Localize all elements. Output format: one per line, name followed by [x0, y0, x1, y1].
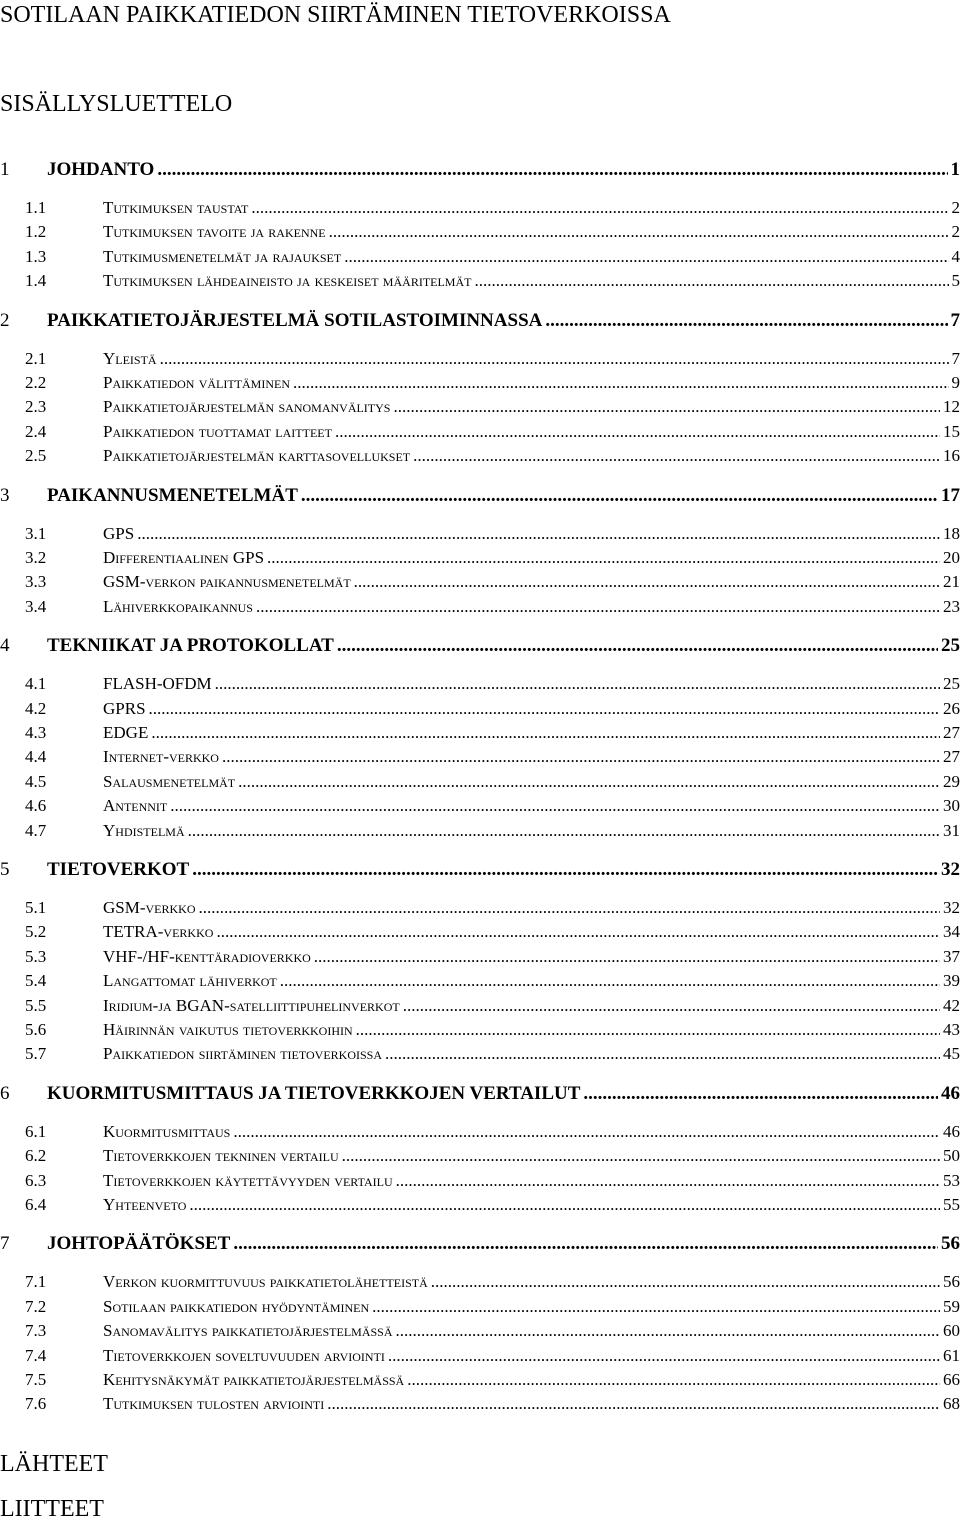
- toc-section-entry[interactable]: [0, 1145, 960, 1167]
- toc-leader-dots: [137, 523, 940, 545]
- toc-section-entry[interactable]: [0, 571, 960, 593]
- toc-entry-page: 37: [943, 946, 960, 968]
- toc-chapter-entry[interactable]: [0, 1081, 960, 1107]
- toc-entry-page: 68: [943, 1393, 960, 1415]
- toc-entry-number: 2.4: [0, 421, 103, 443]
- toc-leader-dots: [151, 722, 940, 744]
- toc-leader-dots: [293, 372, 948, 394]
- toc-entry-title: Yleistä: [103, 348, 157, 370]
- toc-entry-title: Salausmenetelmät: [103, 771, 235, 793]
- toc-section-entry[interactable]: [0, 921, 960, 943]
- toc-entry-number: 5: [0, 857, 47, 883]
- toc-section-entry[interactable]: [0, 596, 960, 618]
- toc-entry-title: Paikkatiedon tuottamat laitteet: [103, 421, 332, 443]
- toc-entry-number: 6.2: [0, 1145, 103, 1167]
- toc-entry-title: GPRS: [103, 698, 146, 720]
- toc-entry-number: 7: [0, 1231, 47, 1257]
- toc-leader-dots: [356, 1019, 940, 1041]
- toc-entry-number: 2.1: [0, 348, 103, 370]
- toc-entry-number: 1.1: [0, 197, 103, 219]
- toc-entry-title: PAIKKATIETOJÄRJESTELMÄ SOTILASTOIMINNASSA: [47, 308, 542, 334]
- toc-leader-dots: [335, 421, 940, 443]
- toc-entry-page: 46: [943, 1121, 960, 1143]
- toc-entry-page: 17: [941, 483, 960, 509]
- toc-entry-page: 39: [943, 970, 960, 992]
- toc-chapter-entry[interactable]: [0, 1231, 960, 1257]
- toc-entry-title: JOHDANTO: [47, 157, 154, 183]
- toc-entry-title: VHF-/HF-kenttäradioverkko: [103, 946, 311, 968]
- toc-leader-dots: [545, 308, 947, 334]
- toc-entry-page: 30: [943, 795, 960, 817]
- toc-leader-dots: [329, 221, 949, 243]
- toc-entry-number: 3.1: [0, 523, 103, 545]
- toc-entry-title: FLASH-OFDM: [103, 673, 212, 695]
- toc-entry-page: 32: [941, 857, 960, 883]
- toc-leader-dots: [314, 946, 940, 968]
- toc-section-entry[interactable]: [0, 445, 960, 467]
- toc-entry-title: Differentiaalinen GPS: [103, 547, 264, 569]
- toc-chapter-entry[interactable]: [0, 483, 960, 509]
- toc-entry-number: 4.5: [0, 771, 103, 793]
- toc-entry-number: 6.4: [0, 1194, 103, 1216]
- appendix-entry[interactable]: LIITTEET: [0, 1494, 104, 1524]
- toc-entry-page: 66: [943, 1369, 960, 1391]
- toc-leader-dots: [393, 396, 940, 418]
- toc-entry-page: 56: [941, 1231, 960, 1257]
- toc-entry-page: 27: [943, 746, 960, 768]
- toc-entry-number: 6.3: [0, 1170, 103, 1192]
- toc-entry-page: 43: [943, 1019, 960, 1041]
- toc-leader-dots: [199, 897, 940, 919]
- toc-leader-dots: [344, 246, 948, 268]
- toc-chapter-entry[interactable]: [0, 157, 960, 183]
- toc-entry-number: 7.3: [0, 1320, 103, 1342]
- toc-section-entry[interactable]: [0, 946, 960, 968]
- toc-entry-title: Kehitysnäkymät paikkatietojärjestelmässä: [103, 1369, 404, 1391]
- toc-section-entry[interactable]: [0, 673, 960, 695]
- toc-leader-dots: [413, 445, 940, 467]
- toc-section-entry[interactable]: [0, 547, 960, 569]
- toc-entry-page: 20: [943, 547, 960, 569]
- toc-entry-number: 5.7: [0, 1043, 103, 1065]
- toc-entry-number: 7.5: [0, 1369, 103, 1391]
- toc-entry-page: 29: [943, 771, 960, 793]
- toc-entry-title: Sotilaan paikkatiedon hyödyntäminen: [103, 1296, 369, 1318]
- toc-entry-title: Tutkimuksen tavoite ja rakenne: [103, 221, 326, 243]
- toc-leader-dots: [256, 596, 940, 618]
- toc-section-entry[interactable]: [0, 970, 960, 992]
- toc-entry-number: 4.4: [0, 746, 103, 768]
- toc-entry-title: Tutkimuksen taustat: [103, 197, 248, 219]
- toc-entry-page: 5: [952, 270, 960, 292]
- toc-entry-page: 4: [952, 246, 960, 268]
- toc-entry-title: Tutkimuksen lähdeaineisto ja keskeiset määritelmät: [103, 270, 471, 292]
- toc-section-entry[interactable]: [0, 698, 960, 720]
- toc-entry-number: 5.4: [0, 970, 103, 992]
- toc-entry-page: 61: [943, 1345, 960, 1367]
- toc-entry-title: Paikkatiedon siirtäminen tietoverkoissa: [103, 1043, 382, 1065]
- toc-leader-dots: [215, 673, 940, 695]
- toc-entry-page: 34: [943, 921, 960, 943]
- toc-section-entry[interactable]: [0, 746, 960, 768]
- toc-entry-title: Internet-verkko: [103, 746, 219, 768]
- toc-section-entry[interactable]: [0, 771, 960, 793]
- toc-leader-dots: [238, 771, 940, 793]
- toc-entry-title: TETRA-verkko: [103, 921, 213, 943]
- toc-entry-page: 56: [943, 1271, 960, 1293]
- toc-leader-dots: [170, 795, 940, 817]
- toc-section-entry[interactable]: [0, 270, 960, 292]
- toc-leader-dots: [431, 1271, 940, 1293]
- toc-entry-title: JOHTOPÄÄTÖKSET: [47, 1231, 230, 1257]
- toc-entry-page: 50: [943, 1145, 960, 1167]
- toc-entry-title: Tutkimusmenetelmät ja rajaukset: [103, 246, 341, 268]
- toc-section-entry[interactable]: [0, 1345, 960, 1367]
- toc-entry-page: 2: [952, 221, 960, 243]
- toc-entry-number: 7.4: [0, 1345, 103, 1367]
- toc-entry-number: 2.2: [0, 372, 103, 394]
- toc-entry-title: GPS: [103, 523, 134, 545]
- toc-section-entry[interactable]: [0, 421, 960, 443]
- toc-section-entry[interactable]: [0, 1393, 960, 1415]
- toc-section-entry[interactable]: [0, 1320, 960, 1342]
- toc-entry-page: 45: [943, 1043, 960, 1065]
- toc-chapter-entry[interactable]: [0, 633, 960, 659]
- toc-entry-number: 7.6: [0, 1393, 103, 1415]
- toc-entry-page: 59: [943, 1296, 960, 1318]
- toc-leader-dots: [192, 857, 938, 883]
- toc-entry-page: 7: [951, 308, 960, 334]
- toc-entry-page: 60: [943, 1320, 960, 1342]
- toc-leader-dots: [233, 1231, 938, 1257]
- toc-entry-title: Yhteenveto: [103, 1194, 186, 1216]
- toc-leader-dots: [157, 157, 947, 183]
- toc-section-entry[interactable]: [0, 246, 960, 268]
- toc-entry-title: Kuormitusmittaus: [103, 1121, 230, 1143]
- toc-leader-dots: [280, 970, 940, 992]
- toc-entry-title: Antennit: [103, 795, 167, 817]
- toc-leader-dots: [403, 995, 940, 1017]
- toc-entry-title: Sanomavälitys paikkatietojärjestelmässä: [103, 1320, 393, 1342]
- toc-entry-page: 26: [943, 698, 960, 720]
- toc-section-entry[interactable]: [0, 197, 960, 219]
- toc-leader-dots: [372, 1296, 940, 1318]
- toc-section-entry[interactable]: [0, 722, 960, 744]
- toc-entry-number: 4.2: [0, 698, 103, 720]
- toc-entry-number: 3: [0, 483, 47, 509]
- toc-entry-number: 4: [0, 633, 47, 659]
- toc-section-entry[interactable]: [0, 1121, 960, 1143]
- toc-leader-dots: [216, 921, 940, 943]
- toc-section-entry[interactable]: [0, 1043, 960, 1065]
- toc-entry-page: 1: [951, 157, 960, 183]
- toc-entry-number: 4.6: [0, 795, 103, 817]
- toc-section-entry[interactable]: [0, 1271, 960, 1293]
- toc-entry-title: GSM-verkon paikannusmenetelmät: [103, 571, 351, 593]
- toc-section-entry[interactable]: [0, 1019, 960, 1041]
- toc-entry-page: 23: [943, 596, 960, 618]
- toc-entry-title: TIETOVERKOT: [47, 857, 189, 883]
- toc-entry-title: Tietoverkkojen soveltuvuuden arviointi: [103, 1345, 385, 1367]
- toc-section-entry[interactable]: [0, 221, 960, 243]
- toc-section-entry[interactable]: [0, 348, 960, 370]
- toc-entry-number: 1.2: [0, 221, 103, 243]
- toc-section-entry[interactable]: [0, 1369, 960, 1391]
- toc-entry-number: 1.3: [0, 246, 103, 268]
- toc-leader-dots: [337, 633, 938, 659]
- toc-entry-number: 2.5: [0, 445, 103, 467]
- toc-entry-number: 2: [0, 308, 47, 334]
- toc-leader-dots: [407, 1369, 940, 1391]
- toc-entry-number: 1: [0, 157, 47, 183]
- toc-section-entry[interactable]: [0, 396, 960, 418]
- toc-leader-dots: [474, 270, 948, 292]
- toc-entry-title: Yhdistelmä: [103, 820, 185, 842]
- toc-entry-page: 12: [943, 396, 960, 418]
- toc-entry-number: 3.3: [0, 571, 103, 593]
- toc-leader-dots: [354, 571, 940, 593]
- toc-entry-page: 16: [943, 445, 960, 467]
- toc-entry-title: Lähiverkkopaikannus: [103, 596, 253, 618]
- toc-entry-title: Verkon kuormittuvuus paikkatietolähetteistä: [103, 1271, 428, 1293]
- toc-entry-number: 4.1: [0, 673, 103, 695]
- toc-entry-page: 7: [952, 348, 960, 370]
- toc-entry-title: Paikkatietojärjestelmän sanomanvälitys: [103, 396, 390, 418]
- toc-entry-number: 3.2: [0, 547, 103, 569]
- toc-entry-number: 6: [0, 1081, 47, 1107]
- toc-leader-dots: [188, 820, 940, 842]
- toc-entry-number: 5.3: [0, 946, 103, 968]
- toc-section-entry[interactable]: [0, 1296, 960, 1318]
- toc-leader-dots: [189, 1194, 940, 1216]
- toc-entry-number: 5.1: [0, 897, 103, 919]
- toc-entry-number: 1.4: [0, 270, 103, 292]
- toc-section-entry[interactable]: [0, 372, 960, 394]
- toc-leader-dots: [396, 1320, 940, 1342]
- appendix-entry[interactable]: LÄHTEET: [0, 1449, 108, 1479]
- toc-entry-page: 55: [943, 1194, 960, 1216]
- toc-entry-title: Tietoverkkojen käytettävyyden vertailu: [103, 1170, 393, 1192]
- toc-entry-page: 53: [943, 1170, 960, 1192]
- toc-heading: SISÄLLYSLUETTELO: [0, 89, 232, 119]
- toc-leader-dots: [327, 1393, 940, 1415]
- toc-entry-number: 5.2: [0, 921, 103, 943]
- toc-entry-title: GSM-verkko: [103, 897, 196, 919]
- toc-entry-title: Tutkimuksen tulosten arviointi: [103, 1393, 324, 1415]
- toc-leader-dots: [222, 746, 940, 768]
- toc-entry-title: Paikkatietojärjestelmän karttasovellukset: [103, 445, 410, 467]
- toc-entry-number: 4.7: [0, 820, 103, 842]
- toc-chapter-entry[interactable]: [0, 857, 960, 883]
- toc-entry-title: KUORMITUSMITTAUS JA TIETOVERKKOJEN VERTAILUT: [47, 1081, 580, 1107]
- toc-entry-number: 6.1: [0, 1121, 103, 1143]
- toc-entry-page: 31: [943, 820, 960, 842]
- toc-entry-number: 5.6: [0, 1019, 103, 1041]
- document-title: SOTILAAN PAIKKATIEDON SIIRTÄMINEN TIETOVERKOISSA: [0, 0, 671, 30]
- toc-entry-title: Iridium-ja BGAN-satelliittipuhelinverkot: [103, 995, 400, 1017]
- toc-entry-title: TEKNIIKAT JA PROTOKOLLAT: [47, 633, 334, 659]
- toc-entry-number: 4.3: [0, 722, 103, 744]
- toc-leader-dots: [267, 547, 940, 569]
- toc-entry-page: 25: [943, 673, 960, 695]
- toc-leader-dots: [342, 1145, 940, 1167]
- toc-entry-page: 9: [952, 372, 960, 394]
- toc-entry-page: 42: [943, 995, 960, 1017]
- toc-entry-number: 7.1: [0, 1271, 103, 1293]
- toc-entry-page: 18: [943, 523, 960, 545]
- toc-entry-number: 5.5: [0, 995, 103, 1017]
- toc-entry-title: Tietoverkkojen tekninen vertailu: [103, 1145, 339, 1167]
- toc-entry-title: PAIKANNUSMENETELMÄT: [47, 483, 298, 509]
- toc-entry-page: 15: [943, 421, 960, 443]
- toc-entry-number: 7.2: [0, 1296, 103, 1318]
- toc-section-entry[interactable]: [0, 795, 960, 817]
- toc-entry-page: 32: [943, 897, 960, 919]
- toc-section-entry[interactable]: [0, 1170, 960, 1192]
- toc-leader-dots: [233, 1121, 940, 1143]
- toc-entry-title: Paikkatiedon välittäminen: [103, 372, 290, 394]
- toc-entry-number: 3.4: [0, 596, 103, 618]
- toc-entry-title: EDGE: [103, 722, 148, 744]
- toc-section-entry[interactable]: [0, 1194, 960, 1216]
- toc-leader-dots: [149, 698, 940, 720]
- toc-entry-page: 46: [941, 1081, 960, 1107]
- toc-entry-page: 2: [952, 197, 960, 219]
- toc-leader-dots: [251, 197, 948, 219]
- toc-section-entry[interactable]: [0, 995, 960, 1017]
- toc-chapter-entry[interactable]: [0, 308, 960, 334]
- toc-section-entry[interactable]: [0, 820, 960, 842]
- toc-leader-dots: [160, 348, 949, 370]
- toc-entry-title: Häirinnän vaikutus tietoverkkoihin: [103, 1019, 353, 1041]
- toc-entry-title: Langattomat lähiverkot: [103, 970, 277, 992]
- toc-section-entry[interactable]: [0, 523, 960, 545]
- toc-section-entry[interactable]: [0, 897, 960, 919]
- toc-entry-page: 21: [943, 571, 960, 593]
- toc-leader-dots: [396, 1170, 940, 1192]
- toc-entry-page: 27: [943, 722, 960, 744]
- toc-leader-dots: [388, 1345, 940, 1367]
- toc-leader-dots: [583, 1081, 938, 1107]
- toc-leader-dots: [301, 483, 938, 509]
- toc-entry-page: 25: [941, 633, 960, 659]
- toc-entry-number: 2.3: [0, 396, 103, 418]
- toc-leader-dots: [385, 1043, 940, 1065]
